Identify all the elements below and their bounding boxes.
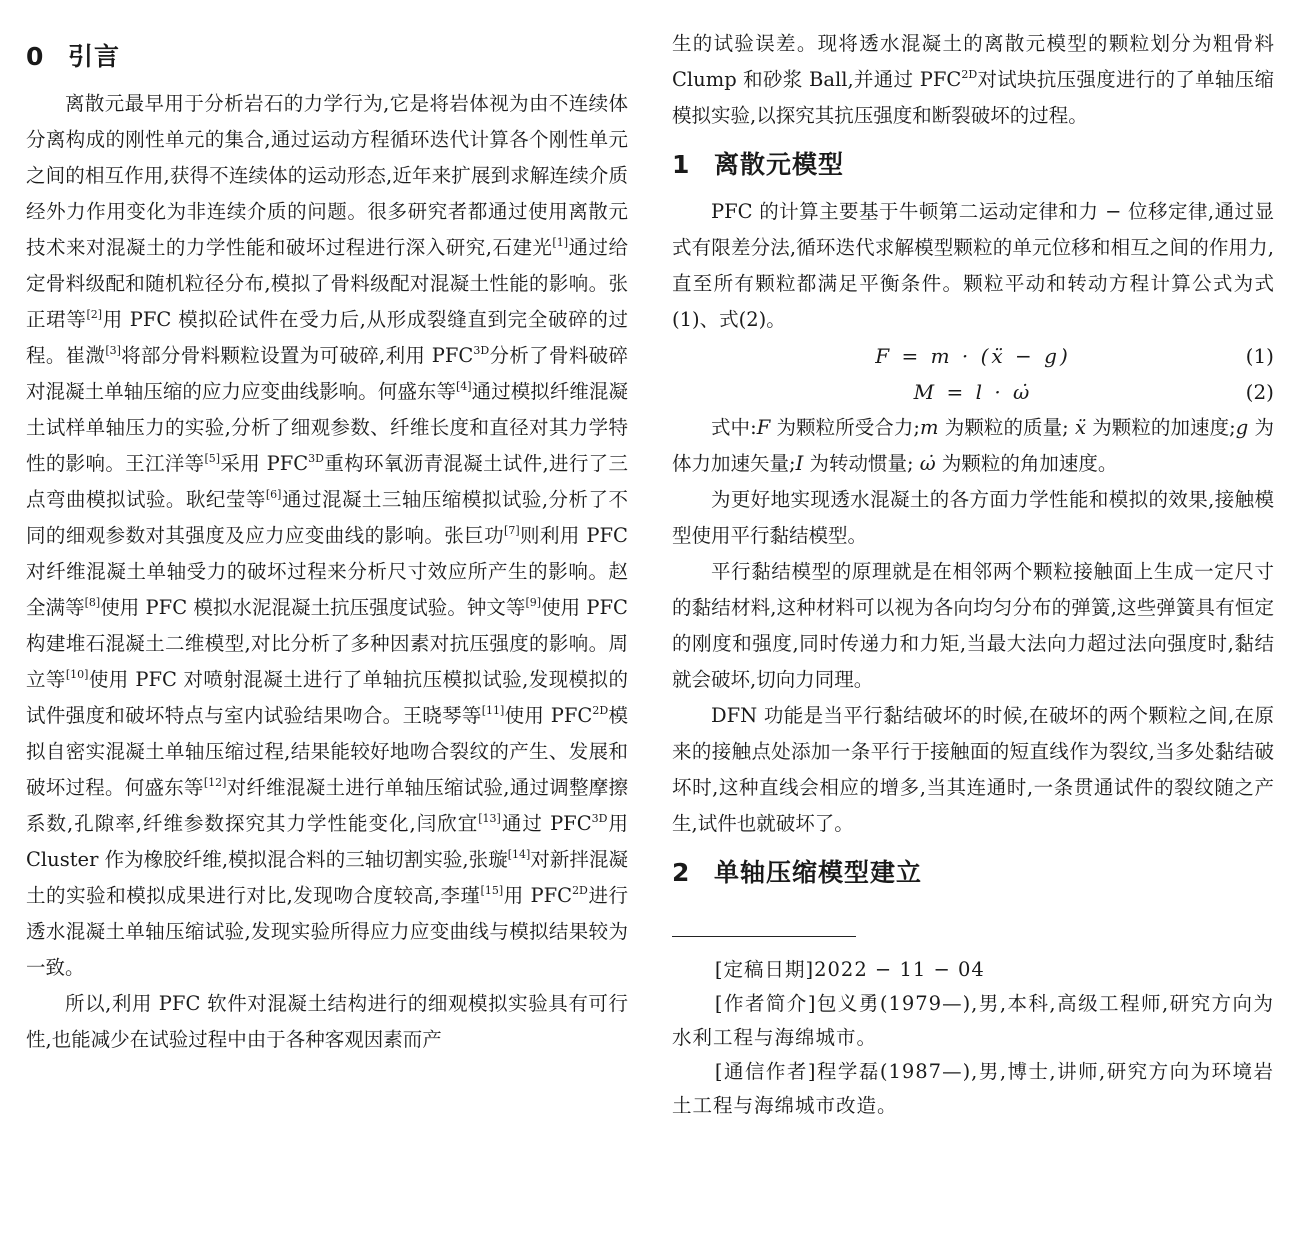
footnote-received-date: [定稿日期]2022 − 11 − 04 <box>714 958 985 981</box>
citation-superscript: 2D <box>961 67 978 81</box>
citation-superscript: [2] <box>86 307 103 321</box>
footnote-divider <box>672 936 856 937</box>
citation-superscript: [1] <box>552 235 569 249</box>
section-number: 1 <box>672 150 691 179</box>
math-symbol: ω̇ <box>919 452 936 475</box>
citation-superscript: [14] <box>507 847 531 861</box>
citation-superscript: [11] <box>481 703 505 717</box>
equation-number: (2) <box>1245 380 1274 404</box>
section-number: 0 <box>26 42 45 71</box>
footnote-author-bio: [作者简介]包义勇(1979—),男,本科,高级工程师,研究方向为水利工程与海绵城市。 <box>672 992 1274 1049</box>
equation-formula: M = l · ω̇ <box>913 380 1033 404</box>
section-1-paragraph-2: 式中:F 为颗粒所受合力;m 为颗粒的质量; ẍ 为颗粒的加速度;g 为体力加速矢量;I 为转动惯量; ω̇ 为颗粒的角加速度。 <box>672 416 1274 475</box>
section-2-heading <box>672 856 1274 890</box>
right-column <box>672 26 1274 1123</box>
section-title: 引言 <box>68 42 121 71</box>
equation-2 <box>672 374 1274 410</box>
section-title: 离散元模型 <box>714 150 845 179</box>
math-symbol: F <box>756 416 771 439</box>
equation-1 <box>672 338 1274 374</box>
citation-superscript: [9] <box>525 595 542 609</box>
section-1-paragraph-4: 平行黏结模型的原理就是在相邻两个颗粒接触面上生成一定尺寸的黏结材料,这种材料可以视为各向均匀分布的弹簧,这些弹簧具有恒定的刚度和强度,同时传递力和力矩,当最大法向力超过法向强度时,黏结就会破坏,切向力同理。 <box>672 560 1274 691</box>
section-title: 单轴压缩模型建立 <box>714 858 923 887</box>
equation-number: (1) <box>1245 344 1274 368</box>
citation-superscript: 3D <box>591 811 608 825</box>
math-symbol: g <box>1235 416 1249 439</box>
section-0-heading <box>26 40 628 74</box>
section-1-heading <box>672 148 1274 182</box>
intro-paragraph-2: 所以,利用 PFC 软件对混凝土结构进行的细观模拟实验具有可行性,也能减少在试验过程中由于各种客观因素而产 <box>26 992 628 1051</box>
citation-superscript: [4] <box>456 379 472 393</box>
math-symbol: m <box>920 416 939 439</box>
section-1-paragraph-1: PFC 的计算主要基于牛顿第二运动定律和力 − 位移定律,通过显式有限差分法,循环迭代求解模型颗粒的单元位移和相互之间的作用力,直至所有颗粒都满足平衡条件。颗粒平动和转动方程计算公式为式(1)、式(2)。 <box>672 200 1274 331</box>
citation-superscript: 3D <box>308 451 324 465</box>
citation-superscript: [5] <box>204 451 221 465</box>
math-symbol: ẍ <box>1074 416 1086 439</box>
equation-formula: F = m · (ẍ − g) <box>875 344 1071 368</box>
section-1-paragraph-5: DFN 功能是当平行黏结破坏的时候,在破坏的两个颗粒之间,在原来的接触点处添加一条平行于接触面的短直线作为裂纹,当多处黏结破坏时,这种直线会相应的增多,当其连通时,一条贯通试件的裂纹随之产生,试件也就破坏了。 <box>672 704 1274 835</box>
citation-superscript: 2D <box>572 883 588 897</box>
intro-continuation: 生的试验误差。现将透水混凝土的离散元模型的颗粒划分为粗骨料 Clump 和砂浆 Ball,并通过 $PFC^{2D}$对试块抗压强度进行的了单轴压缩模拟实验,以探究其抗压强度和断裂破坏的过程。 <box>672 32 1274 127</box>
citation-superscript: [13] <box>478 811 501 825</box>
left-column <box>26 26 628 1058</box>
footnote-corresponding-author: [通信作者]程学磊(1987—),男,博士,讲师,研究方向为环境岩土工程与海绵城市改造。 <box>672 1060 1274 1117</box>
citation-superscript: [3] <box>105 343 121 357</box>
section-1-paragraph-3: 为更好地实现透水混凝土的各方面力学性能和模拟的效果,接触模型使用平行黏结模型。 <box>672 488 1274 547</box>
citation-superscript: [7] <box>504 523 520 537</box>
section-number: 2 <box>672 858 691 887</box>
citation-superscript: [12] <box>203 775 227 789</box>
math-symbol: I <box>795 452 804 475</box>
citation-superscript: 3D <box>473 343 490 357</box>
citation-superscript: [6] <box>265 487 282 501</box>
citation-superscript: [8] <box>84 595 101 609</box>
intro-paragraph-1: 离散元最早用于分析岩石的力学行为,它是将岩体视为由不连续体分离构成的刚性单元的集合,通过运动方程循环迭代计算各个刚性单元之间的相互作用,获得不连续体的运动形态,近年来扩展到求解连续介质经外力作用变化为非连续介质的问题。很多研究者都通过使用离散元技术来对混凝土的力学性能和破坏过程进行深入研究,石建光[1]通过给定骨料级配和随机粒径分布,模拟了骨料级配对混凝土性能的影响。张正珺等[2]用 PFC 模拟砼试件在受力后,从形成裂缝直到完全破碎的过程。崔溦[3]将部分骨料颗粒设置为可破碎,利用 $PFC^{3D}$分析了骨料破碎对混凝土单轴压缩的应力应变曲线影响。何盛东等[4]通过模拟纤维混凝土试样单轴压力的实验,分析了细观参数、纤维长度和直径对其力学特性的影响。王江洋等[5]采用 $PFC^{3D}$重构环氧沥青混凝土试件,进行了三点弯曲模拟试验。耿纪莹等[6]通过混凝土三轴压缩模拟试验,分析了不同的细观参数对其强度及应力应变曲线的影响。张巨功[7]则利用 PFC 对纤维混凝土单轴受力的破坏过程来分析尺寸效应所产生的影响。赵全满等[8]使用 PFC 模拟水泥混凝土抗压强度试验。钟文等[9]使用 PFC 构建堆石混凝土二维模型,对比分析了多种因素对抗压强度的影响。周立等[10]使用 PFC 对喷射混凝土进行了单轴抗压模拟试验,发现模拟的试件强度和破坏特点与室内试验结果吻合。王晓琴等[11]使用 $PFC^{2D}$模拟自密实混凝土单轴压缩过程,结果能较好地吻合裂纹的产生、发展和破坏过程。何盛东等[12]对纤维混凝土进行单轴压缩试验,通过调整摩擦系数,孔隙率,纤维参数探究其力学性能变化,闫欣宜[13]通过 $PFC^{3D}$用 Cluster 作为橡胶纤维,模拟混合料的三轴切割实验,张璇[14]对新拌混凝土的实验和模拟成果进行对比,发现吻合度较高,李瑾[15]用 $PFC^{2D}$进行透水混凝土单轴压缩试验,发现实验所得应力应变曲线与模拟结果较为一致。 <box>26 92 628 979</box>
citation-superscript: 2D <box>592 703 609 717</box>
citation-superscript: [10] <box>65 667 89 681</box>
citation-superscript: [15] <box>480 883 504 897</box>
